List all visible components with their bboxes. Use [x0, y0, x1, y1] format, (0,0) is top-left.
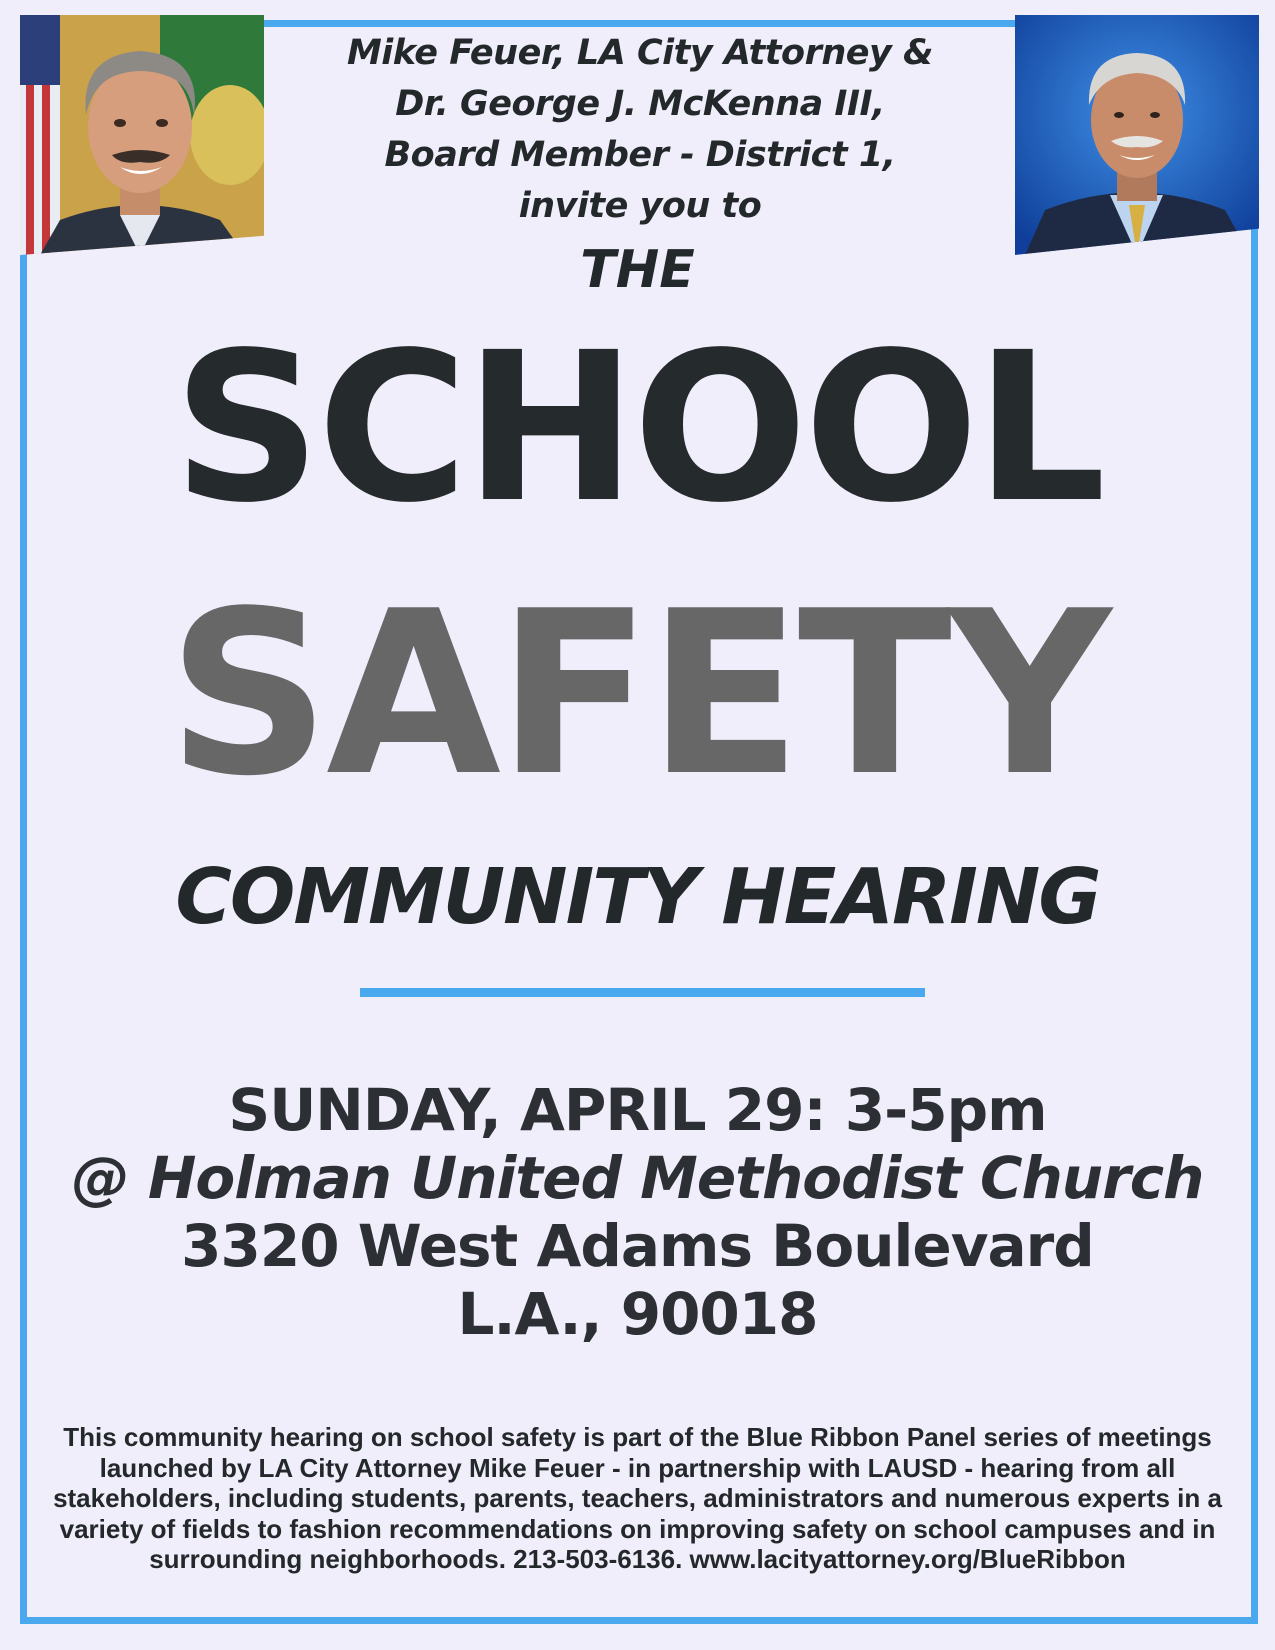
- headline-community-hearing: COMMUNITY HEARING: [175, 853, 1100, 942]
- invite-line-1: Mike Feuer, LA City Attorney &: [346, 33, 934, 73]
- event-street: 3320 West Adams Boulevard: [181, 1212, 1094, 1280]
- event-details: [40, 1076, 1235, 1348]
- event-date-time: SUNDAY, APRIL 29: 3-5pm: [228, 1076, 1047, 1144]
- invitation-text: [280, 28, 1000, 232]
- headline-safety: SAFETY: [167, 563, 1108, 826]
- headline-the: THE: [580, 240, 695, 300]
- invite-line-3: Board Member - District 1,: [384, 135, 896, 175]
- headline-school: SCHOOL: [172, 308, 1103, 548]
- footer-description: This community hearing on school safety is part of the Blue Ribbon Panel series of meetings launched by LA City Attorney Mike Feuer - in partnership with LAUSD - hearing from all stakeholders, including students, parents, teachers, administrators and numerous experts in a variety of fields to fashion recommendations on improving safety on school campuses and in surrounding neighborhoods. 213-503-6136. www.lacityattorney.org/BlueRibbon: [53, 1422, 1222, 1574]
- blue-divider: [360, 988, 925, 997]
- portrait-mike-feuer: [20, 15, 264, 255]
- portrait-george-mckenna: [1015, 15, 1259, 255]
- event-venue: @ Holman United Methodist Church: [71, 1144, 1204, 1212]
- invite-line-4: invite you to: [518, 186, 762, 226]
- event-city: L.A., 90018: [457, 1280, 818, 1348]
- invite-line-2: Dr. George J. McKenna III,: [395, 84, 885, 124]
